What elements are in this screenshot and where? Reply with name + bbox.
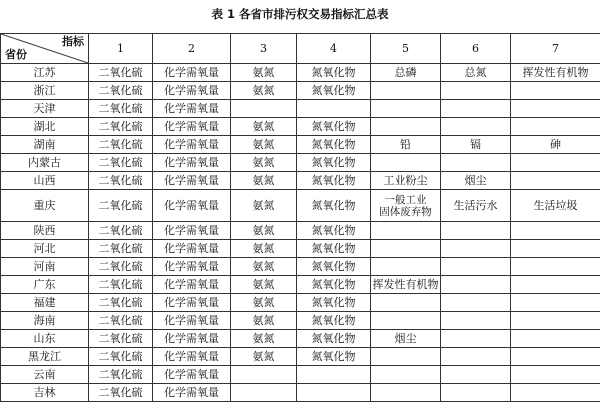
indicator-cell bbox=[231, 384, 297, 402]
indicator-cell: 化学需氧量 bbox=[153, 258, 231, 276]
indicator-cell: 化学需氧量 bbox=[153, 172, 231, 190]
table-row bbox=[1, 136, 600, 154]
indicator-cell: 铅 bbox=[371, 136, 441, 154]
indicator-cell: 挥发性有机物 bbox=[371, 276, 441, 294]
indicator-cell bbox=[511, 258, 600, 276]
indicator-cell: 氮氧化物 bbox=[297, 136, 371, 154]
indicator-cell: 氮氧化物 bbox=[297, 82, 371, 100]
indicator-cell bbox=[441, 240, 511, 258]
table-row bbox=[1, 294, 600, 312]
indicator-cell bbox=[371, 154, 441, 172]
table-title: 表 1 各省市排污权交易指标汇总表 bbox=[0, 6, 600, 22]
table-row bbox=[1, 190, 600, 222]
indicator-cell bbox=[441, 330, 511, 348]
indicator-cell: 化学需氧量 bbox=[153, 366, 231, 384]
indicator-cell: 二氧化硫 bbox=[89, 222, 153, 240]
indicator-cell: 氮氧化物 bbox=[297, 222, 371, 240]
indicator-cell bbox=[511, 154, 600, 172]
indicator-cell: 二氧化硫 bbox=[89, 172, 153, 190]
province-cell: 江苏 bbox=[1, 64, 89, 82]
indicator-cell bbox=[511, 240, 600, 258]
indicator-cell: 氮氧化物 bbox=[297, 312, 371, 330]
province-cell: 内蒙古 bbox=[1, 154, 89, 172]
province-cell: 河南 bbox=[1, 258, 89, 276]
indicator-cell bbox=[511, 312, 600, 330]
indicator-cell: 二氧化硫 bbox=[89, 118, 153, 136]
indicator-cell: 二氧化硫 bbox=[89, 240, 153, 258]
indicator-cell bbox=[511, 222, 600, 240]
indicator-cell: 氨氮 bbox=[231, 190, 297, 222]
province-cell: 湖北 bbox=[1, 118, 89, 136]
indicator-cell: 二氧化硫 bbox=[89, 330, 153, 348]
indicator-cell bbox=[441, 82, 511, 100]
indicator-cell: 二氧化硫 bbox=[89, 82, 153, 100]
indicator-cell: 氨氮 bbox=[231, 312, 297, 330]
table-body bbox=[1, 64, 600, 402]
indicator-cell bbox=[511, 294, 600, 312]
indicator-cell bbox=[511, 100, 600, 118]
indicator-cell: 氮氧化物 bbox=[297, 258, 371, 276]
province-cell: 吉林 bbox=[1, 384, 89, 402]
indicator-cell bbox=[371, 384, 441, 402]
indicator-cell bbox=[371, 258, 441, 276]
indicator-cell: 化学需氧量 bbox=[153, 294, 231, 312]
indicator-cell bbox=[511, 82, 600, 100]
indicator-cell bbox=[371, 366, 441, 384]
indicator-cell bbox=[371, 294, 441, 312]
indicator-cell bbox=[441, 118, 511, 136]
table-row bbox=[1, 64, 600, 82]
indicator-cell bbox=[371, 82, 441, 100]
indicator-cell: 氮氧化物 bbox=[297, 154, 371, 172]
table-row bbox=[1, 222, 600, 240]
indicator-cell bbox=[511, 366, 600, 384]
indicator-cell: 氨氮 bbox=[231, 136, 297, 154]
indicator-cell: 化学需氧量 bbox=[153, 190, 231, 222]
header-row bbox=[1, 34, 600, 64]
indicator-cell: 氨氮 bbox=[231, 154, 297, 172]
indicator-cell: 二氧化硫 bbox=[89, 258, 153, 276]
indicator-cell: 化学需氧量 bbox=[153, 136, 231, 154]
indicator-cell: 挥发性有机物 bbox=[511, 64, 600, 82]
province-cell: 福建 bbox=[1, 294, 89, 312]
indicator-cell: 工业粉尘 bbox=[371, 172, 441, 190]
indicator-cell bbox=[441, 276, 511, 294]
province-cell: 云南 bbox=[1, 366, 89, 384]
table-row bbox=[1, 276, 600, 294]
indicator-cell bbox=[371, 222, 441, 240]
indicator-cell: 氨氮 bbox=[231, 294, 297, 312]
table-row bbox=[1, 330, 600, 348]
indicator-cell: 氨氮 bbox=[231, 276, 297, 294]
indicator-cell: 氮氧化物 bbox=[297, 294, 371, 312]
indicator-cell bbox=[441, 348, 511, 366]
indicator-cell bbox=[511, 172, 600, 190]
indicator-cell: 二氧化硫 bbox=[89, 312, 153, 330]
column-header: 1 bbox=[89, 34, 153, 64]
indicator-cell: 化学需氧量 bbox=[153, 240, 231, 258]
indicator-cell: 生活污水 bbox=[441, 190, 511, 222]
indicator-cell: 二氧化硫 bbox=[89, 294, 153, 312]
indicator-cell bbox=[297, 384, 371, 402]
indicator-cell: 二氧化硫 bbox=[89, 348, 153, 366]
indicator-cell: 氮氧化物 bbox=[297, 276, 371, 294]
column-header: 4 bbox=[297, 34, 371, 64]
indicator-cell bbox=[511, 384, 600, 402]
indicator-cell: 氮氧化物 bbox=[297, 330, 371, 348]
indicator-cell bbox=[371, 100, 441, 118]
indicator-cell bbox=[371, 312, 441, 330]
indicator-cell: 二氧化硫 bbox=[89, 154, 153, 172]
indicator-cell bbox=[441, 294, 511, 312]
column-header: 7 bbox=[511, 34, 600, 64]
province-cell: 海南 bbox=[1, 312, 89, 330]
province-cell: 陕西 bbox=[1, 222, 89, 240]
indicator-cell bbox=[441, 154, 511, 172]
column-header: 3 bbox=[231, 34, 297, 64]
province-cell: 重庆 bbox=[1, 190, 89, 222]
indicator-cell bbox=[371, 240, 441, 258]
province-cell: 山西 bbox=[1, 172, 89, 190]
indicator-cell bbox=[441, 258, 511, 276]
indicator-cell bbox=[511, 118, 600, 136]
indicator-cell: 化学需氧量 bbox=[153, 64, 231, 82]
indicator-cell: 烟尘 bbox=[371, 330, 441, 348]
corner-label-province: 省份 bbox=[5, 49, 27, 61]
table-row bbox=[1, 172, 600, 190]
indicator-cell: 化学需氧量 bbox=[153, 118, 231, 136]
province-cell: 湖南 bbox=[1, 136, 89, 154]
indicator-cell bbox=[511, 276, 600, 294]
indicator-cell bbox=[371, 348, 441, 366]
indicator-cell: 氮氧化物 bbox=[297, 118, 371, 136]
table-row bbox=[1, 384, 600, 402]
indicator-cell bbox=[511, 348, 600, 366]
indicator-cell: 氮氧化物 bbox=[297, 240, 371, 258]
indicator-cell bbox=[441, 222, 511, 240]
indicator-cell: 化学需氧量 bbox=[153, 222, 231, 240]
indicator-cell: 烟尘 bbox=[441, 172, 511, 190]
indicator-cell: 生活垃圾 bbox=[511, 190, 600, 222]
table-row bbox=[1, 240, 600, 258]
table-row bbox=[1, 82, 600, 100]
indicator-cell: 氨氮 bbox=[231, 348, 297, 366]
indicator-cell bbox=[441, 366, 511, 384]
indicator-cell: 化学需氧量 bbox=[153, 384, 231, 402]
indicator-cell: 氨氮 bbox=[231, 172, 297, 190]
indicator-cell: 化学需氧量 bbox=[153, 154, 231, 172]
indicator-cell bbox=[231, 366, 297, 384]
indicator-cell: 二氧化硫 bbox=[89, 100, 153, 118]
indicator-cell bbox=[297, 366, 371, 384]
indicator-cell: 氨氮 bbox=[231, 118, 297, 136]
column-header: 2 bbox=[153, 34, 231, 64]
indicator-cell: 氨氮 bbox=[231, 64, 297, 82]
province-cell: 广东 bbox=[1, 276, 89, 294]
province-cell: 天津 bbox=[1, 100, 89, 118]
indicator-cell: 氨氮 bbox=[231, 240, 297, 258]
indicator-cell bbox=[511, 330, 600, 348]
indicator-cell bbox=[371, 118, 441, 136]
table-row bbox=[1, 100, 600, 118]
corner-label-indicator: 指标 bbox=[62, 36, 84, 48]
indicator-cell: 总氮 bbox=[441, 64, 511, 82]
table-row bbox=[1, 154, 600, 172]
indicator-cell: 二氧化硫 bbox=[89, 384, 153, 402]
indicator-cell: 砷 bbox=[511, 136, 600, 154]
indicator-cell: 化学需氧量 bbox=[153, 312, 231, 330]
indicator-cell: 氮氧化物 bbox=[297, 172, 371, 190]
indicator-cell: 一般工业 固体废弃物 bbox=[371, 190, 441, 222]
indicator-cell: 总磷 bbox=[371, 64, 441, 82]
province-cell: 河北 bbox=[1, 240, 89, 258]
table-row bbox=[1, 348, 600, 366]
table-row bbox=[1, 258, 600, 276]
indicator-cell: 氮氧化物 bbox=[297, 348, 371, 366]
indicator-summary-table bbox=[0, 33, 600, 402]
indicator-cell: 二氧化硫 bbox=[89, 190, 153, 222]
province-cell: 浙江 bbox=[1, 82, 89, 100]
indicator-cell: 氨氮 bbox=[231, 258, 297, 276]
column-header: 6 bbox=[441, 34, 511, 64]
indicator-cell: 化学需氧量 bbox=[153, 348, 231, 366]
indicator-cell: 氨氮 bbox=[231, 82, 297, 100]
indicator-cell bbox=[441, 100, 511, 118]
indicator-cell bbox=[297, 100, 371, 118]
corner-header-cell bbox=[1, 34, 89, 64]
indicator-cell: 化学需氧量 bbox=[153, 82, 231, 100]
indicator-cell: 化学需氧量 bbox=[153, 100, 231, 118]
province-cell: 黑龙江 bbox=[1, 348, 89, 366]
indicator-cell bbox=[231, 100, 297, 118]
province-cell: 山东 bbox=[1, 330, 89, 348]
indicator-cell: 二氧化硫 bbox=[89, 64, 153, 82]
table-row bbox=[1, 366, 600, 384]
indicator-cell: 二氧化硫 bbox=[89, 136, 153, 154]
indicator-cell: 二氧化硫 bbox=[89, 276, 153, 294]
column-header: 5 bbox=[371, 34, 441, 64]
indicator-cell: 二氧化硫 bbox=[89, 366, 153, 384]
indicator-cell bbox=[441, 384, 511, 402]
indicator-cell bbox=[441, 312, 511, 330]
table-row bbox=[1, 312, 600, 330]
indicator-cell: 镉 bbox=[441, 136, 511, 154]
indicator-cell: 化学需氧量 bbox=[153, 276, 231, 294]
indicator-cell: 氮氧化物 bbox=[297, 190, 371, 222]
indicator-cell: 氮氧化物 bbox=[297, 64, 371, 82]
indicator-cell: 化学需氧量 bbox=[153, 330, 231, 348]
indicator-cell: 氨氮 bbox=[231, 222, 297, 240]
table-row bbox=[1, 118, 600, 136]
indicator-cell: 氨氮 bbox=[231, 330, 297, 348]
